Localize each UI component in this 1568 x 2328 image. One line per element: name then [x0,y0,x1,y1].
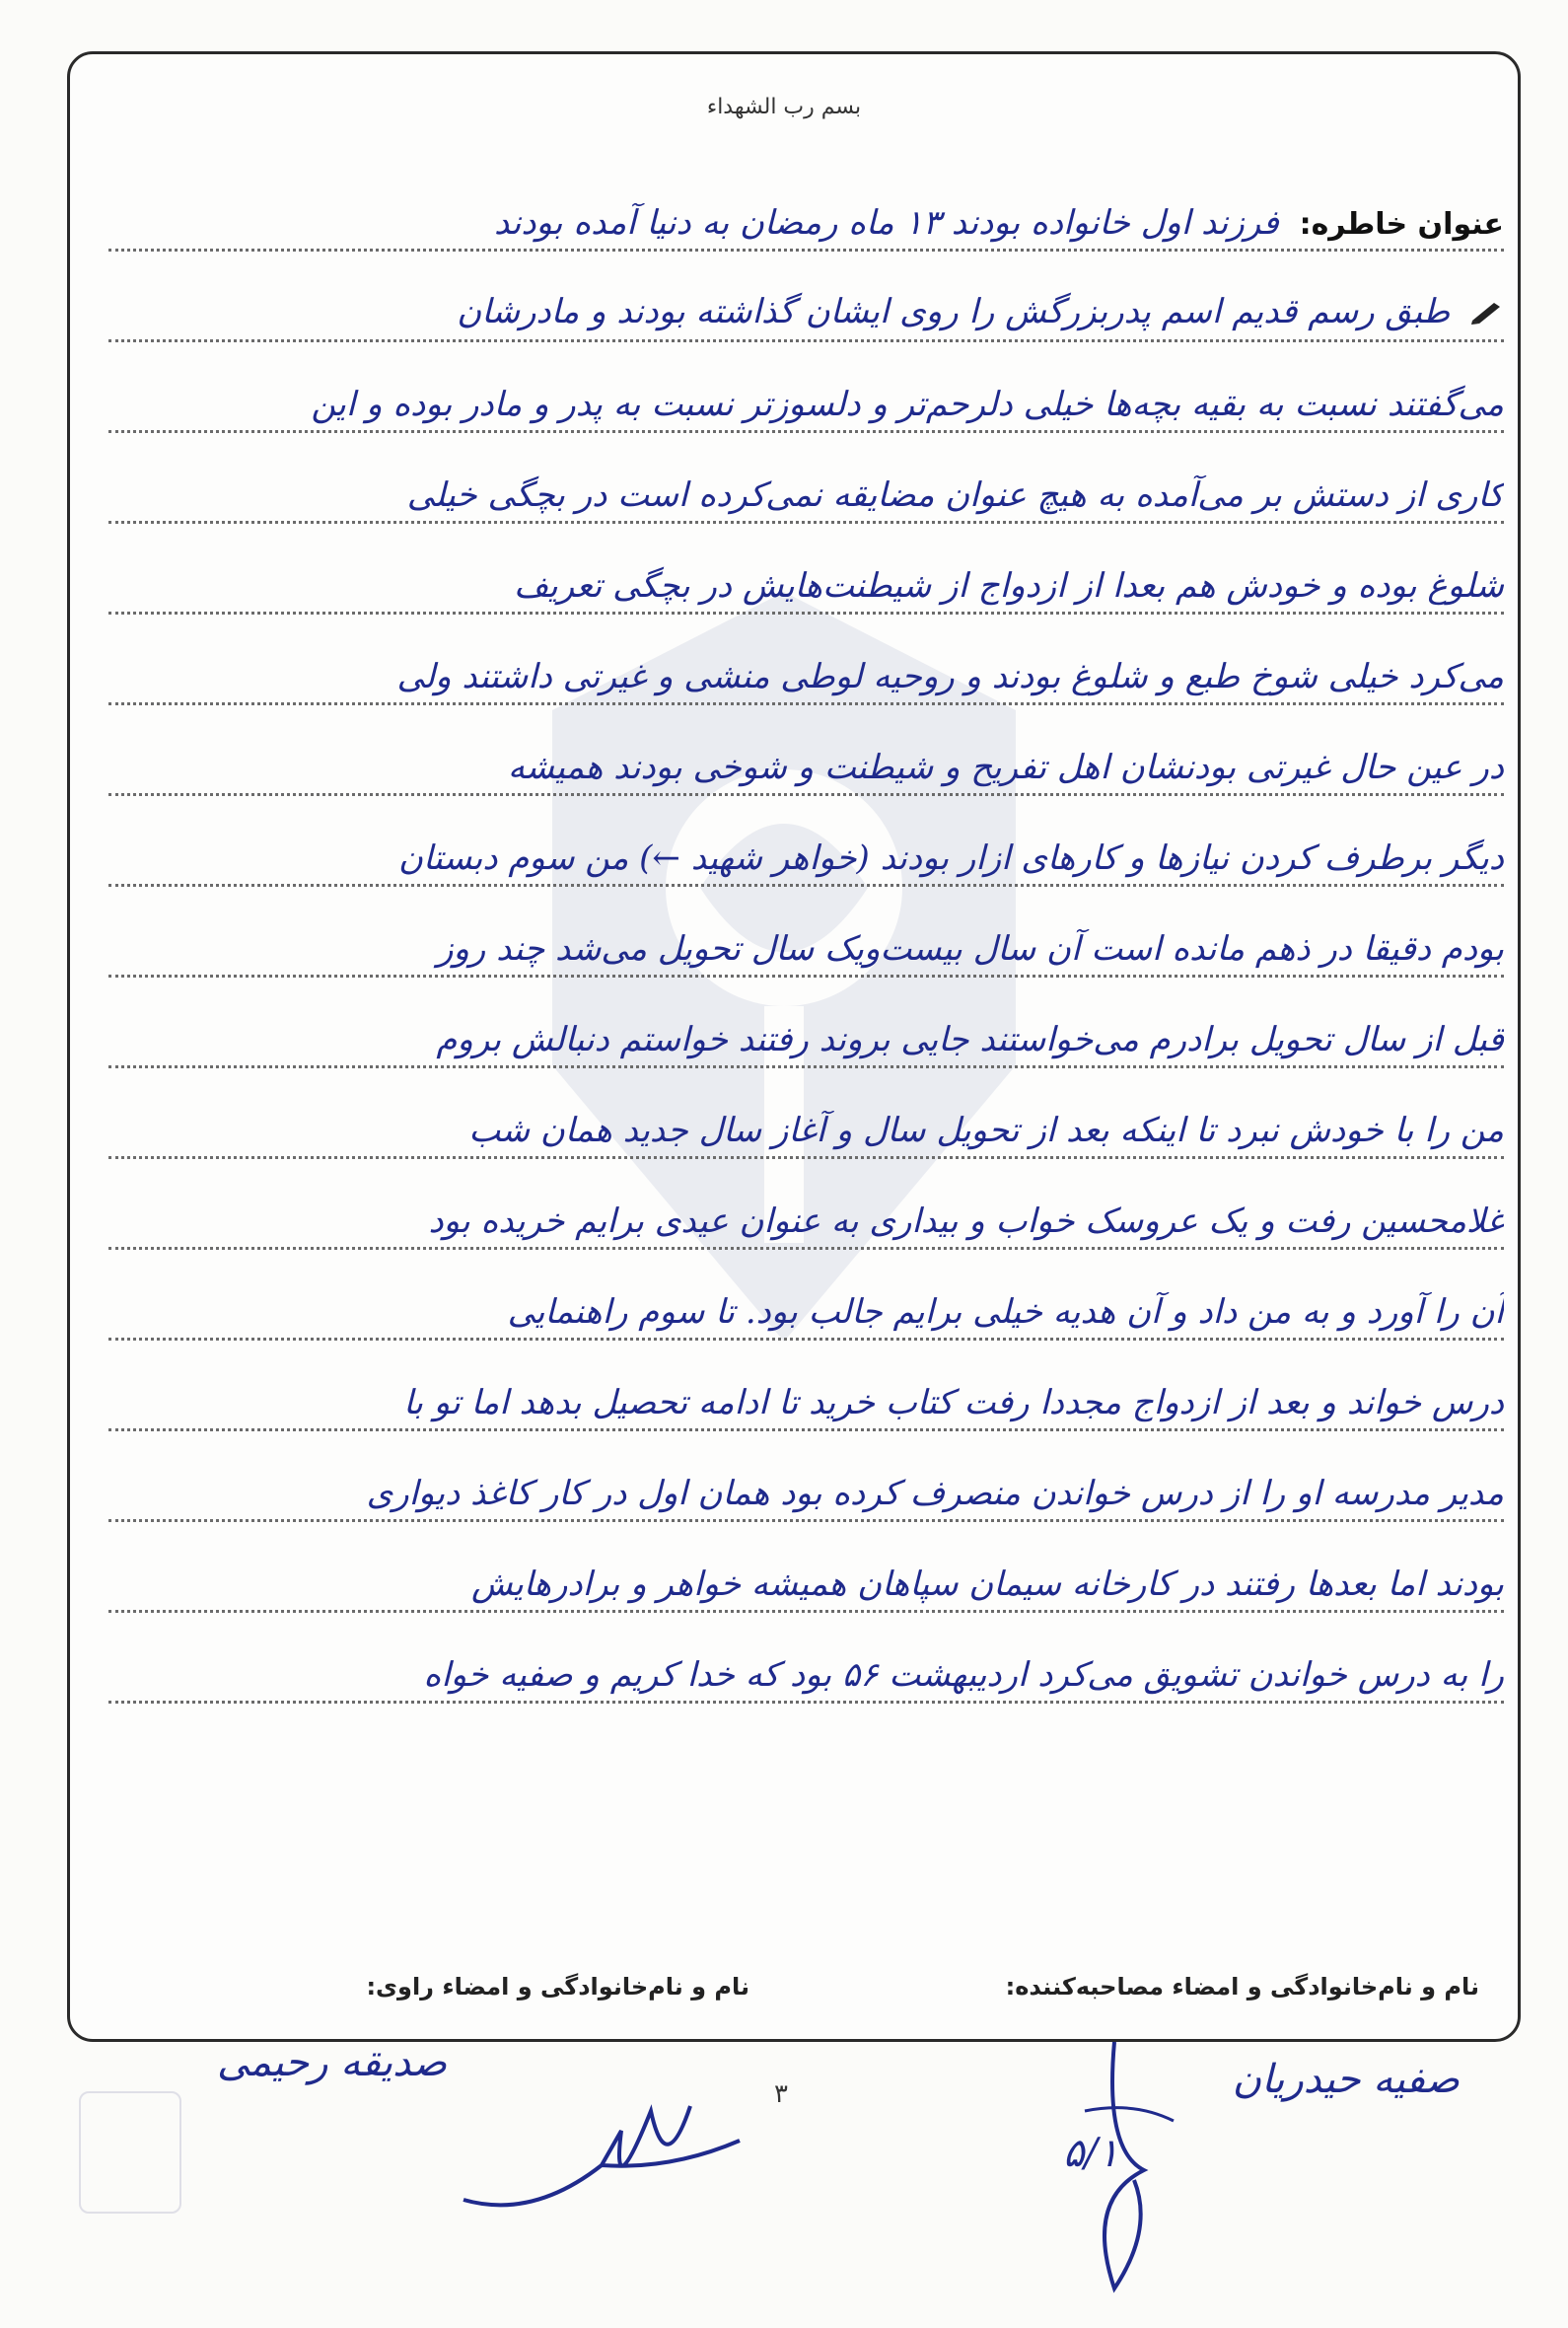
narrator-name: صدیقه رحیمی [217,2040,448,2085]
memory-line [108,1610,1504,1704]
memory-line-text: را به درس خواندن تشویق می‌کرد اردیبهشت ۵۶ بود که خدا کریم و صفیه خواه [423,1655,1504,1695]
narrator-signature [454,2072,749,2229]
narrator-label: نام و نام‌خانوادگی و امضاء راوی: [366,1973,749,2001]
memory-line [108,430,1504,524]
date-mark: ۵/۱ [1063,2131,1119,2176]
memory-line [108,884,1504,978]
memory-line-text: آن را آورد و به من داد و آن هدیه خیلی برایم جالب بود. تا سوم راهنمایی [507,1292,1504,1332]
memory-line [108,1338,1504,1431]
memory-line-text: دیگر برطرف کردن نیازها و کارهای ازار بودند (خواهر شهید ←) من سوم دبستان [398,838,1504,878]
memory-line [108,339,1504,433]
memory-line-text: بودند اما بعدها رفتند در کارخانه سیمان سپاهان همیشه خواهر و برادرهایش [471,1564,1504,1604]
memory-line [108,702,1504,796]
pen-icon [1470,294,1504,333]
memory-line [108,975,1504,1068]
memory-line [108,1519,1504,1613]
memory-line-text: غلامحسین رفت و یک عروسک خواب و بیداری به عنوان عیدی برایم خریده بود [428,1201,1504,1241]
memory-line-text: بودم دقیقا در ذهم مانده است آن سال بیست‌ویک سال تحویل می‌شد چند روز [437,929,1504,969]
basmala-header: بسم رب الشهداء [706,95,862,119]
memory-line-text: درس خواند و بعد از ازدواج مجددا رفت کتاب خرید تا ادامه تحصیل بدهد اما تو با [403,1383,1504,1422]
memory-line-text: طبق رسم قدیم اسم پدربزرگش را روی ایشان گذاشته بودند و مادرشان [457,292,1451,331]
memory-title-label: عنوان خاطره: [1299,207,1504,242]
memory-line [108,1428,1504,1522]
memory-line [108,521,1504,615]
memory-line-text: می‌کرد خیلی شوخ طبع و شلوغ بودند و روحیه لوطی منشی و غیرتی داشتند ولی [396,657,1504,696]
page-number: ۳ [774,2079,788,2109]
memory-line [108,612,1504,705]
memory-line [108,1065,1504,1159]
memory-line [108,1247,1504,1341]
memory-line [108,793,1504,887]
memory-line-text: قبل از سال تحویل برادرم می‌خواستند جایی بروند رفتند خواستم دنبالش بروم [436,1020,1504,1059]
memory-line-text: شلوغ بوده و خودش هم بعدا از ازدواج از شیطنت‌هایش در بچگی تعریف [514,566,1504,606]
interviewer-name: صفیه حیدریان [1232,2057,1460,2102]
faint-stamp [79,2091,181,2214]
memory-line [108,158,1504,252]
interviewer-label: نام و نام‌خانوادگی و امضاء مصاحبه‌کننده: [1005,1973,1479,2001]
memory-line-text: فرزند اول خانواده بودند ۱۳ ماه رمضان به دنیا آمده بودند [494,203,1279,243]
memory-line-text: من را با خودش نبرد تا اینکه بعد از تحویل سال و آغاز سال جدید همان شب [468,1111,1504,1150]
memory-line-text: کاری از دستش بر می‌آمده به هیچ عنوان مضایقه نمی‌کرده است در بچگی خیلی [406,475,1504,515]
memory-line-text: می‌گفتند نسبت به بقیه بچه‌ها خیلی دلرحم‌تر و دلسوزتر نسبت به پدر و مادر بوده و این [311,385,1504,424]
memory-line-text: مدیر مدرسه او را از درس خواندن منصرف کرده بود همان اول در کار کاغذ دیواری [366,1474,1504,1513]
memory-line-text: در عین حال غیرتی بودنشان اهل تفریح و شیطنت و شوخی بودند همیشه [507,748,1504,787]
memory-line [108,1156,1504,1250]
memory-line [108,249,1504,342]
